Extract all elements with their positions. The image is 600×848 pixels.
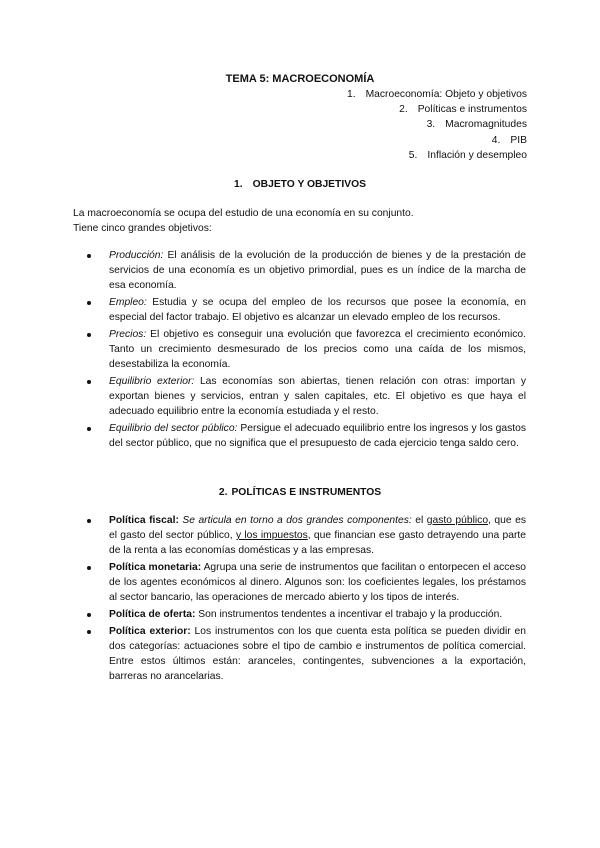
- list-item: Política de oferta: Son instrumentos tendentes a incentivar el trabajo y la producción.: [109, 607, 526, 622]
- list-item: Política fiscal: Se articula en torno a dos grandes componentes: el gasto público, que es el gasto del sector público, y los impuestos, que financian ese gasto detrayendo una parte de la renta a las economías domésticas y a las empresas.: [109, 513, 526, 558]
- bullet-icon: [87, 333, 91, 337]
- toc-item: 3. Macromagnitudes: [426, 119, 527, 131]
- bullet-icon: [87, 427, 91, 431]
- list-item: Equilibrio del sector público: Persigue el adecuado equilibrio entre los ingresos y los gastos del sector público, que no significa que el presupuesto de cada ejercicio tenga saldo cero.: [109, 421, 526, 451]
- list-item: Política monetaria: Agrupa una serie de instrumentos que facilitan o entorpecen el acceso de los agentes económicos al dinero. Algunos son: los coeficientes legales, los préstamos al sector bancario, las operaciones de mercado abierto y los tipos de interés.: [109, 560, 526, 605]
- toc-item: 1. Macroeconomía: Objeto y objetivos: [347, 89, 527, 100]
- intro-line: Tiene cinco grandes objetivos:: [73, 223, 212, 234]
- list-item: Equilibrio exterior: Las economías son abiertas, tienen relación con otras: importan y exportan bienes y servicios, entran y salen capitales, etc. El objetivo es que haya el adecuado equilibrio entre la economía estudiada y el resto.: [109, 374, 526, 419]
- page-title: TEMA 5: MACROECONOMÍA: [225, 73, 375, 85]
- toc-item: 4. PIB: [491, 134, 527, 146]
- bullet-icon: [87, 380, 91, 384]
- list-item: Política exterior: Los instrumentos con los que cuenta esta política se pueden dividir en dos categorías: actuaciones sobre el tipo de cambio e instrumentos de política comercial. Entre estos últimos están: aranceles, contingentes, subvenciones a la exportación, barreras no arancelarias.: [109, 624, 526, 684]
- bullet-icon: [87, 254, 91, 258]
- toc-item: 2. Políticas e instrumentos: [399, 104, 527, 116]
- intro-line: La macroeconomía se ocupa del estudio de una economía en su conjunto.: [73, 208, 414, 219]
- policies-list: [109, 513, 526, 684]
- list-item: Producción: El análisis de la evolución de la producción de bienes y de la prestación de servicios de una economía es un objetivo primordial, pues es un índice de la marcha de esa economía.: [109, 248, 526, 293]
- toc-item: 5. Inflación y desempleo: [408, 149, 527, 161]
- list-item: Empleo: Estudia y se ocupa del empleo de los recursos que posee la economía, en especial del factor trabajo. El objetivo es alcanzar un elevado empleo de los recursos.: [109, 295, 526, 325]
- bullet-icon: [87, 301, 91, 305]
- bullet-icon: [87, 566, 91, 570]
- table-of-contents: [347, 87, 527, 163]
- section-heading-objetivos: 1. OBJETO Y OBJETIVOS: [234, 179, 366, 190]
- objectives-list: [109, 248, 526, 451]
- bullet-icon: [87, 613, 91, 617]
- intro-paragraph: [73, 206, 528, 236]
- list-item: Precios: El objetivo es conseguir una evolución que favorezca el crecimiento económico. Tanto un crecimiento desmesurado de los precios como una caída de los mismos, desestabiliza la economía.: [109, 327, 526, 372]
- section-heading-politicas: 2. POLÍTICAS E INSTRUMENTOS: [218, 487, 382, 498]
- bullet-icon: [87, 519, 91, 523]
- bullet-icon: [87, 630, 91, 634]
